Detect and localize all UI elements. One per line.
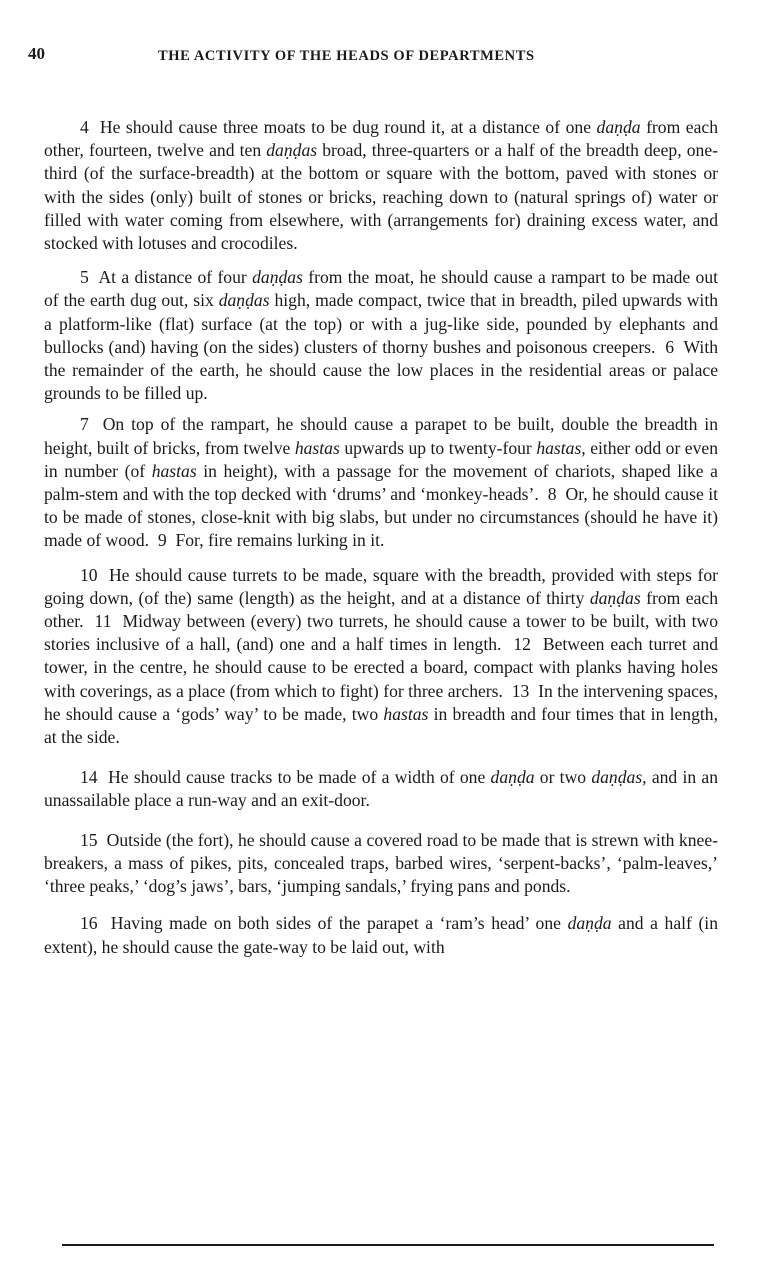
italic-term: daṇḍas	[252, 267, 303, 288]
sentence-number: 8	[547, 484, 557, 505]
italic-term: daṇḍas	[589, 587, 641, 608]
paragraph-10	[44, 564, 718, 750]
text-run: At a distance of four	[98, 267, 247, 288]
italic-term: daṇḍas	[266, 140, 318, 161]
text-run: in height), with a passage for the movement of chariots, shaped like a palm-stem and with the top decked with ‘drums’ and ‘monkey-heads’.	[44, 460, 718, 505]
text-run: from the moat, he should cause a rampart to be made out of the earth dug out, six	[44, 267, 719, 311]
paragraph-14	[44, 766, 718, 812]
text-run: from each other, fourteen, twelve and ten	[44, 117, 719, 161]
italic-term: daṇḍa	[490, 767, 535, 788]
text-run: and a half (in extent), he should cause the gate-way to be laid out, with	[44, 913, 718, 957]
text-run: upwards up to twenty-four	[344, 437, 532, 458]
italic-term: daṇḍas,	[591, 767, 647, 788]
sentence-number: 14	[80, 767, 98, 788]
text-run: On top of the rampart, he should cause a parapet to be built, double the breadth in height, built of bricks, from twelve	[44, 414, 718, 458]
page-header	[28, 44, 718, 70]
text-run: broad, three-quarters or a half of the breadth deep, one-third (of the surface-breadth) at the bottom or square with the bottom, paved with stones or with the sides (only) built of stones or bricks, reaching down to (natural springs of) water or filled with water coming from elsewhere, with (arrangements for) draining excess water, and stocked with lotuses and crocodiles.	[44, 140, 719, 254]
italic-term: hastas,	[536, 437, 586, 458]
body-text	[44, 116, 718, 959]
text-run: He should cause turrets to be made, square with the breadth, provided with steps for going down, (of the) same (length) as the height, and at a distance of thirty	[44, 564, 719, 608]
text-run: With the remainder of the earth, he should cause the low places in the residential areas or palace grounds to be filled up.	[44, 336, 719, 404]
text-run: and in an unassailable place a run-way and an exit-door.	[44, 767, 718, 811]
text-run: or two	[539, 767, 587, 788]
footer-rule	[62, 1244, 714, 1246]
paragraph-4	[44, 116, 718, 255]
paragraph-5	[44, 266, 718, 405]
paragraph-7	[44, 413, 718, 552]
sentence-number: 5	[80, 267, 89, 288]
text-run: in breadth and four times that in length, at the side.	[44, 703, 718, 748]
page-number: 40	[28, 44, 45, 63]
text-run: Midway between (every) two turrets, he should cause a tower to be built, with two stories inclusive of a hall, (and) one and a half times in length.	[44, 611, 719, 655]
sentence-number: 10	[80, 564, 98, 585]
text-run: either odd or even in number (of	[44, 437, 719, 481]
italic-term: hastas	[294, 437, 340, 458]
sentence-number: 9	[157, 530, 167, 551]
running-head: THE ACTIVITY OF THE HEADS OF DEPARTMENTS	[158, 48, 535, 64]
paragraph-15	[44, 829, 718, 899]
sentence-number: 7	[80, 414, 89, 435]
sentence-number: 6	[665, 336, 675, 357]
text-run: For, fire remains lurking in it.	[175, 530, 385, 551]
text-run: In the intervening spaces, he should cause a ‘gods’ way’ to be made, two	[44, 680, 718, 724]
sentence-number: 12	[513, 634, 531, 655]
sentence-number: 15	[80, 829, 98, 850]
italic-term: hastas	[383, 703, 429, 724]
text-run: Having made on both sides of the parapet a ‘ram’s head’ one	[110, 913, 561, 934]
italic-term: daṇḍas	[218, 290, 270, 311]
text-run: He should cause tracks to be made of a width of one	[108, 767, 486, 788]
text-run: Between each turret and tower, in the centre, he should cause to be erected a board, compact with planks having holes with coverings, as a place (from which to fight) for three archers.	[44, 634, 719, 701]
text-run: Or, he should cause it to be made of stones, close-knit with big slabs, but under no circumstances (should he have it) made of wood.	[44, 484, 719, 551]
text-run: high, made compact, twice that in breadth, piled upwards with a platform-like (flat) surface (at the top) or with a jug-like side, pounded by elephants and bullocks (and) having (on the sides) clusters of thorny bushes and poisonous creepers.	[44, 290, 719, 357]
text-run: Outside (the fort), he should cause a covered road to be made that is strewn with knee-breakers, a mass of pikes, pits, concealed traps, barbed wires, ‘serpent-backs’, ‘palm-leaves,’ ‘three peaks,’ ‘dog’s jaws’, bars, ‘jumping sandals,’ frying pans and ponds.	[44, 829, 718, 897]
paragraph-16	[44, 912, 718, 958]
sentence-number: 16	[80, 913, 98, 934]
italic-term: daṇḍa	[596, 117, 641, 137]
italic-term: hastas	[151, 460, 197, 481]
sentence-number: 11	[94, 611, 112, 632]
sentence-number: 4	[80, 117, 89, 137]
italic-term: daṇḍa	[567, 913, 612, 934]
sentence-number: 13	[511, 680, 530, 701]
text-run: He should cause three moats to be dug round it, at a distance of one	[99, 117, 592, 137]
text-run: from each other.	[44, 587, 718, 632]
